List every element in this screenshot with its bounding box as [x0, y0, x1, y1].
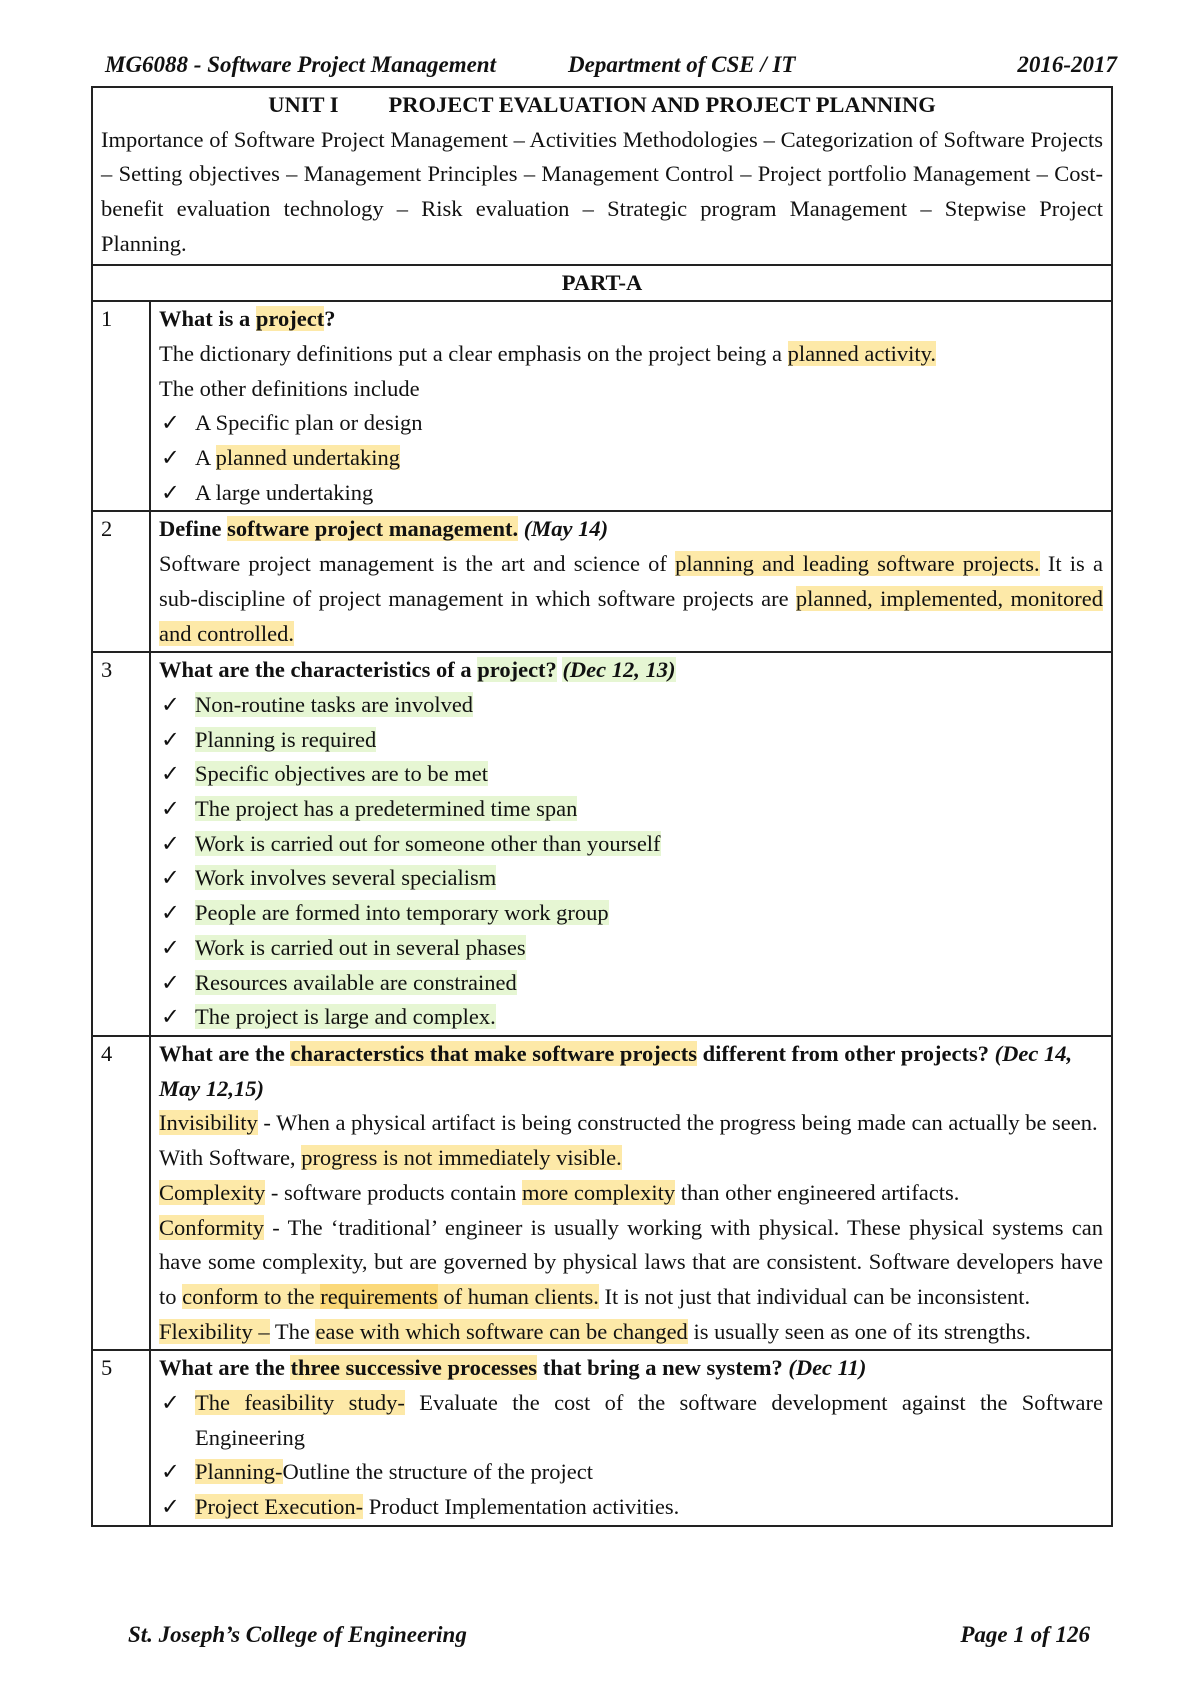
check-icon: ✓: [161, 445, 180, 471]
answer-invisibility: Invisibility - When a physical artifact is being constructed the progress being made can actually be seen. With Software, progress is not immediately visible.: [159, 1110, 1098, 1171]
check-icon: ✓: [161, 796, 180, 822]
answer-flexibility: Flexibility – The ease with which software can be changed is usually seen as one of its strengths.: [159, 1318, 1031, 1344]
check-icon: ✓: [161, 865, 180, 891]
header-department: Department of CSE / IT: [568, 52, 796, 77]
question-row: [92, 1350, 1112, 1526]
answer-complexity: Complexity - software products contain more complexity than other engineered artifacts.: [159, 1179, 960, 1205]
check-icon: ✓: [161, 934, 180, 960]
list-item: ✓ The project has a predetermined time span: [159, 792, 1103, 827]
answer-conformity: Conformity - The ‘traditional’ engineer is usually working with physical. These physical systems can have some complexity, but are governed by physical laws that are consistent. Software developers have to conform to the requirements of human clients. It is not just that individual can be inconsistent.: [159, 1214, 1103, 1309]
check-icon: ✓: [161, 830, 180, 856]
question-text: What are the characteristics of a project? (Dec 12, 13): [159, 657, 676, 683]
question-row: [92, 301, 1112, 511]
list-item: ✓ Work is carried out for someone other than yourself: [159, 827, 1103, 862]
question-number: 4: [92, 1036, 150, 1350]
answer-text: The dictionary definitions put a clear emphasis on the project being a planned activity.: [159, 340, 937, 366]
list-item: ✓ The feasibility study- Evaluate the cost of the software development against the Software Engineering: [159, 1386, 1103, 1455]
list-item: ✓ Project Execution- Product Implementation activities.: [159, 1490, 1103, 1525]
list-item: ✓ Planning-Outline the structure of the project: [159, 1455, 1103, 1490]
question-row: [92, 511, 1112, 652]
check-icon: ✓: [161, 1459, 180, 1485]
footer-page-number: Page 1 of 126: [960, 1622, 1090, 1647]
check-icon: ✓: [161, 726, 180, 752]
page-footer: [128, 1622, 1090, 1656]
unit-number: UNIT I: [268, 92, 339, 117]
check-icon: ✓: [161, 900, 180, 926]
question-cell: [150, 1350, 1112, 1526]
definition-list: [159, 406, 1103, 510]
unit-title: [101, 88, 1103, 123]
question-text: What are the three successive processes that bring a new system? (Dec 11): [159, 1355, 867, 1381]
question-number: 3: [92, 652, 150, 1036]
unit-cell: [92, 87, 1112, 265]
check-icon: ✓: [161, 761, 180, 787]
answer-text: Software project management is the art and science of planning and leading software projects. It is a sub-discipline of project management in which software projects are planned, implemented, monitored and controlled.: [159, 551, 1103, 646]
question-number: 1: [92, 301, 150, 511]
page-header: [105, 52, 1117, 86]
process-list: [159, 1386, 1103, 1525]
answer-text: The other definitions include: [159, 375, 420, 401]
unit-name: PROJECT EVALUATION AND PROJECT PLANNING: [388, 92, 936, 117]
check-icon: ✓: [161, 479, 180, 505]
check-icon: ✓: [161, 691, 180, 717]
list-item: ✓ A planned undertaking: [159, 441, 1103, 476]
list-item: ✓ Specific objectives are to be met: [159, 757, 1103, 792]
list-item: ✓ Work is carried out in several phases: [159, 931, 1103, 966]
list-item: ✓ Planning is required: [159, 723, 1103, 758]
check-icon: ✓: [161, 1494, 180, 1520]
question-cell: [150, 511, 1112, 652]
question-text: Define software project management. (May 14): [159, 516, 609, 542]
list-item: ✓ A large undertaking: [159, 476, 1103, 511]
question-cell: [150, 1036, 1112, 1350]
question-number: 2: [92, 511, 150, 652]
part-row: [92, 265, 1112, 302]
check-icon: ✓: [161, 1004, 180, 1030]
check-icon: ✓: [161, 1390, 180, 1416]
unit-row: [92, 87, 1112, 265]
question-cell: [150, 301, 1112, 511]
list-item: ✓ The project is large and complex.: [159, 1000, 1103, 1035]
question-text: What is a project?: [159, 306, 336, 332]
header-course: MG6088 - Software Project Management: [105, 52, 496, 77]
footer-college: St. Joseph’s College of Engineering: [128, 1622, 467, 1647]
question-cell: [150, 652, 1112, 1036]
question-number: 5: [92, 1350, 150, 1526]
question-row: [92, 1036, 1112, 1350]
list-item: ✓ Non-routine tasks are involved: [159, 688, 1103, 723]
question-text: What are the characterstics that make software projects different from other projects? (Dec 14, May 12,15): [159, 1040, 1073, 1101]
list-item: ✓ Work involves several specialism: [159, 861, 1103, 896]
content-table: [91, 86, 1113, 1527]
part-heading: PART-A: [92, 265, 1112, 302]
unit-syllabus: Importance of Software Project Management – Activities Methodologies – Categorization of Software Projects – Setting objectives – Management Principles – Management Control – Project portfolio Management – Cost-benefit evaluation technology – Risk evaluation – Strategic program Management – Stepwise Project Planning.: [101, 126, 1103, 256]
list-item: ✓ A Specific plan or design: [159, 406, 1103, 441]
question-row: [92, 652, 1112, 1036]
check-icon: ✓: [161, 410, 180, 436]
header-year: 2016-2017: [1017, 52, 1117, 77]
check-icon: ✓: [161, 969, 180, 995]
list-item: ✓ Resources available are constrained: [159, 966, 1103, 1001]
list-item: ✓ People are formed into temporary work group: [159, 896, 1103, 931]
characteristics-list: [159, 688, 1103, 1035]
